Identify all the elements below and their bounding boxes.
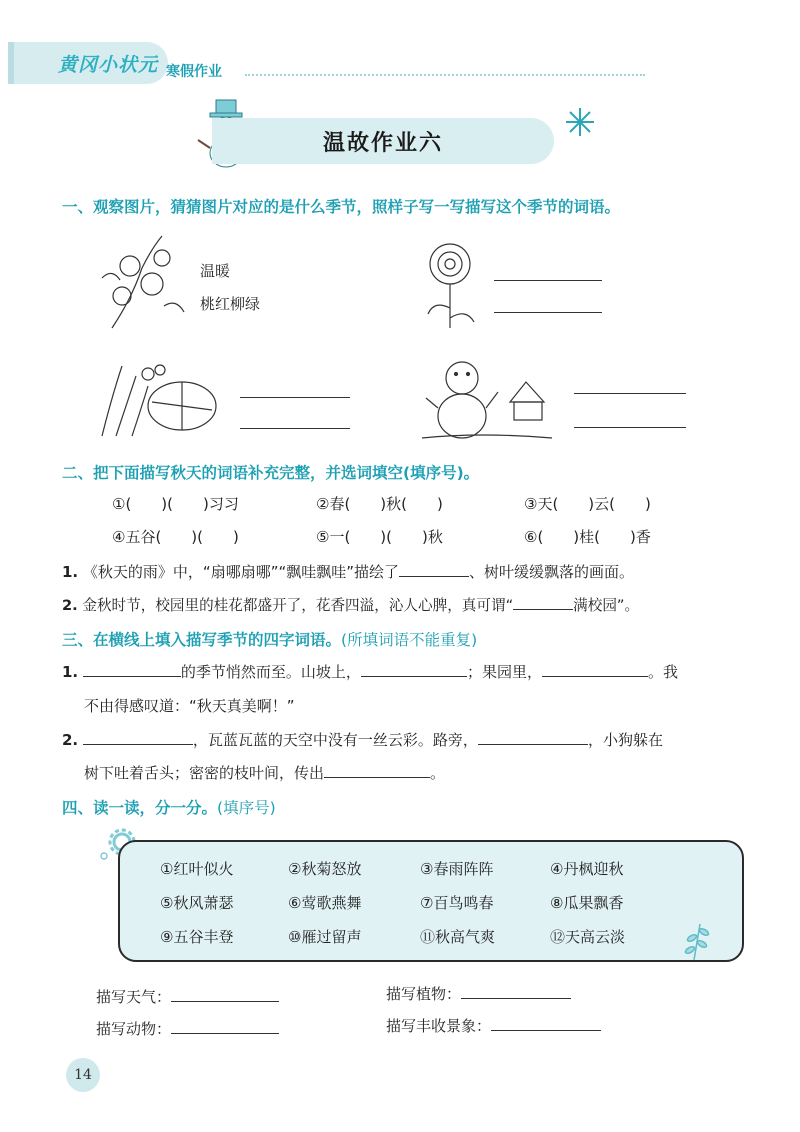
answer-line-autumn-1[interactable]	[494, 280, 602, 281]
word-option-6: ⑥( )桂( )香	[524, 528, 651, 546]
category-label: 描写丰收景象：	[386, 1017, 492, 1035]
snowman-winter-image	[422, 352, 562, 444]
section4-heading	[62, 796, 276, 818]
question-text: 。	[430, 764, 446, 782]
section1-heading: 一、观察图片，猜猜图片对应的是什么季节，照样子写一写描写这个季节的词语。	[62, 198, 621, 216]
phrase-7: ⑦百鸟鸣春	[420, 894, 494, 912]
answer-line-autumn-2[interactable]	[494, 312, 602, 313]
question-number: 1.	[62, 663, 79, 681]
phrase-2: ②秋菊怒放	[288, 860, 362, 878]
fill-blank[interactable]	[171, 987, 279, 1002]
section3-question-1	[62, 661, 678, 682]
phrase-10: ⑩雁过留声	[288, 928, 362, 946]
phrase-panel	[118, 840, 744, 962]
fill-blank[interactable]	[83, 730, 193, 745]
phrase-1: ①红叶似火	[160, 860, 234, 878]
fill-blank[interactable]	[324, 763, 430, 778]
answer-line-summer-2[interactable]	[240, 428, 350, 429]
word-option-2: ②春( )秋( )	[316, 495, 443, 513]
category-label: 描写动物：	[96, 1020, 172, 1038]
phrase-3: ③春雨阵阵	[420, 860, 494, 878]
section2-question-2	[62, 594, 639, 615]
chrysanthemum-autumn-image	[420, 238, 482, 330]
leaf-sprig-icon	[680, 920, 710, 962]
section3-question-2-cont	[84, 762, 445, 783]
category-animals	[96, 1018, 279, 1039]
page-title: 温故作业六	[322, 131, 443, 156]
phrase-6: ⑥莺歌燕舞	[288, 894, 362, 912]
fill-blank[interactable]	[171, 1019, 279, 1034]
fill-blank[interactable]	[478, 730, 588, 745]
phrase-8: ⑧瓜果飘香	[550, 894, 624, 912]
phrase-5: ⑤秋风萧瑟	[160, 894, 234, 912]
section4-note: (填序号)	[217, 799, 276, 817]
fill-blank[interactable]	[491, 1016, 601, 1031]
phrase-11: ⑪秋高气爽	[420, 928, 496, 946]
header-label: 寒假作业	[166, 64, 222, 80]
fill-blank[interactable]	[361, 662, 467, 677]
flower-spring-image	[92, 228, 192, 332]
question-text: 树下吐着舌头；密密的枝叶间，传出	[84, 764, 325, 782]
question-text: ，小狗躲在	[587, 731, 663, 749]
word-option-1: ①( )( )习习	[112, 495, 239, 513]
word-option-5: ⑤一( )( )秋	[316, 528, 443, 546]
fill-blank[interactable]	[542, 662, 648, 677]
section2-heading: 二、把下面描写秋天的词语补充完整，并选词填空(填序号)。	[62, 464, 480, 482]
fill-blank[interactable]	[513, 595, 573, 610]
section3-title: 三、在横线上填入描写季节的四字词语。	[62, 631, 342, 649]
example-word-2: 桃红柳绿	[200, 295, 261, 313]
lotus-summer-image	[92, 356, 232, 438]
category-weather	[96, 986, 279, 1007]
section3-question-2	[62, 729, 663, 750]
phrase-9: ⑨五谷丰登	[160, 928, 234, 946]
question-text: 、树叶缓缓飘落的画面。	[469, 563, 635, 581]
word-option-3: ③天( )云( )	[524, 495, 651, 513]
answer-line-winter-2[interactable]	[574, 427, 686, 428]
fill-blank[interactable]	[461, 984, 571, 999]
category-label: 描写天气：	[96, 988, 172, 1006]
question-text: ，瓦蓝瓦蓝的天空中没有一丝云彩。路旁，	[192, 731, 478, 749]
brand-logo: 黄冈小状元	[58, 54, 159, 76]
section2-question-1	[62, 561, 634, 582]
phrase-4: ④丹枫迎秋	[550, 860, 624, 878]
fill-blank[interactable]	[399, 562, 469, 577]
header-dotted-rule	[245, 74, 645, 76]
question-text: 《秋天的雨》中，“扇哪扇哪”“飘哇飘哇”描绘了	[82, 563, 400, 581]
category-label: 描写植物：	[386, 985, 462, 1003]
section3-heading	[62, 628, 477, 650]
answer-line-summer-1[interactable]	[240, 397, 350, 398]
question-text: 。我	[647, 663, 678, 681]
fill-blank[interactable]	[83, 662, 181, 677]
answer-line-winter-1[interactable]	[574, 393, 686, 394]
question-text: 金秋时节，校园里的桂花都盛开了，花香四溢，沁人心脾，真可谓“	[82, 597, 514, 614]
question-number: 2.	[62, 731, 79, 749]
category-plants	[386, 983, 571, 1004]
section4-title: 四、读一读，分一分。	[62, 799, 218, 817]
question-number: 1.	[62, 563, 79, 581]
question-number: 2.	[62, 597, 78, 614]
word-option-4: ④五谷( )( )	[112, 528, 239, 546]
question-text: 的季节悄然而至。山坡上，	[180, 663, 361, 681]
question-text: 满校园”。	[573, 597, 640, 614]
phrase-12: ⑫天高云淡	[550, 928, 626, 946]
section3-question-1-cont: 不由得感叹道：“秋天真美啊！”	[84, 697, 295, 715]
question-text: ；果园里，	[466, 663, 542, 681]
section3-note: (所填词语不能重复)	[341, 631, 478, 649]
snowflake-icon	[564, 106, 596, 138]
page-number: 14	[66, 1058, 100, 1092]
category-harvest	[386, 1015, 601, 1036]
example-word-1: 温暖	[200, 262, 231, 280]
